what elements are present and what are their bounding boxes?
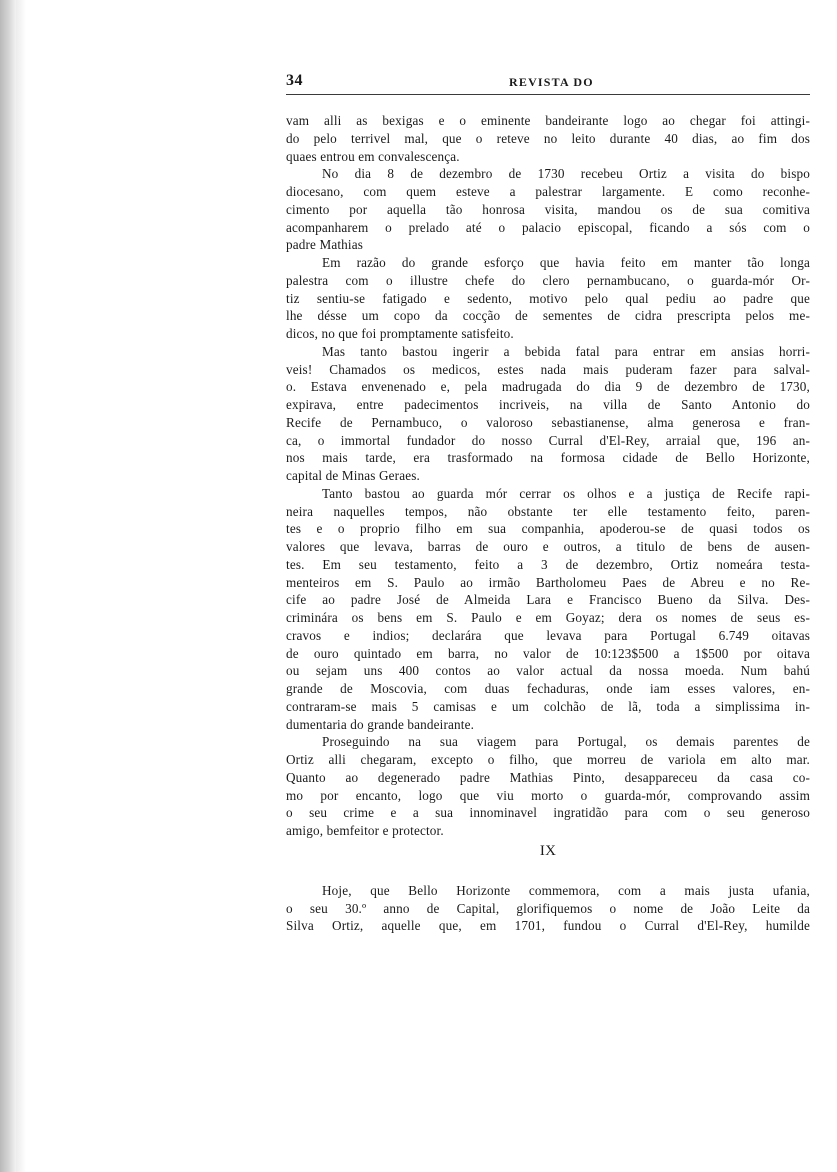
running-title: REVISTA DO	[509, 75, 594, 89]
text-line: tes. Em seu testamento, feito a 3 de dezembro, Ortiz nomeára testa-	[286, 556, 810, 572]
text-line: valores que levava, barras de ouro e outros, a titulo de bens de ausen-	[286, 539, 810, 554]
text-line: cimento por aquella tão honrosa visita, mandou os de sua comitiva	[286, 201, 810, 217]
text-line: diocesano, com quem esteve a palestrar largamente. E como reconhe-	[286, 184, 810, 199]
text-line: acompanharem o prelado até o palacio episcopal, ficando a sós com o	[286, 219, 810, 235]
text-line: nos mais tarde, era trasformado na formosa cidade de Bello Horizonte,	[286, 450, 810, 466]
text-line: amigo, bemfeitor e protector.	[286, 823, 444, 838]
text-line: Ortiz alli chegaram, excepto o filho, que morreu de variola em alto mar.	[286, 752, 810, 767]
text-line: dumentaria do grande bandeirante.	[286, 716, 475, 732]
text-line: mo por encanto, logo que viu morto o guarda-mór, comprovando assim	[286, 787, 810, 803]
text-line: neira naquelles tempos, não obstante ter elle testamento feito, paren-	[286, 503, 810, 519]
text-line: o seu 30.º anno de Capital, glorifiquemos o nome de João Leite da	[286, 900, 810, 916]
text-line: ou sejam uns 400 contos ao valor actual da nossa moeda. Num bahú	[286, 663, 810, 679]
text-line: Mas tanto bastou ingerir a bebida fatal para entrar em ansias horri-	[322, 343, 810, 359]
text-line: cife ao padre José de Almeida Lara e Francisco Bueno da Silva. Des-	[286, 592, 810, 608]
text-line: Quanto ao degenerado padre Mathias Pinto, desappareceu da casa co-	[286, 769, 810, 785]
text-line: veis! Chamados os medicos, estes nada mais puderam fazer para salval-	[286, 361, 810, 377]
text-line: tiz sentiu-se fatigado e sedento, motivo pelo qual pediu ao padre que	[286, 290, 810, 306]
page-number: 34	[286, 72, 303, 89]
text-line: lhe désse um copo da cocção de sementes de cidra prescripta pelos me-	[286, 308, 810, 324]
text-line: cravos e indios; declarára que levava para Portugal 6.749 oitavas	[286, 627, 810, 643]
text-line: contraram-se mais 5 camisas e um colchão de lã, toda a simplissima in-	[286, 698, 810, 714]
text-line: Silva Ortiz, aquelle que, em 1701, fundou o Curral d'El-Rey, humilde	[286, 918, 810, 934]
text-line: criminára os bens em S. Paulo e em Goyaz; dera os nomes de seus es-	[286, 610, 810, 625]
text-line: palestra com o illustre chefe do clero pernambucano, o guarda-mór Or-	[286, 272, 810, 288]
text-line: tes e o proprio filho em sua companhia, apoderou-se de quasi todos os	[286, 521, 810, 537]
text-line: Tanto bastou ao guarda mór cerrar os olhos e a justiça de Recife rapi-	[322, 485, 810, 501]
text-line: grande de Moscovia, com duas fechaduras, onde iam esses valores, en-	[286, 681, 810, 696]
text-line: Recife de Pernambuco, o valoroso sebastianense, alma generosa e fran-	[286, 414, 810, 430]
text-line: menteiros em S. Paulo ao irmão Bartholomeu Paes de Abreu e no Re-	[286, 574, 810, 590]
body-text	[286, 112, 810, 935]
text-line: Hoje, que Bello Horizonte commemora, com a mais justa ufania,	[322, 882, 810, 898]
text-line: do pelo terrivel mal, que o reteve no leito durante 40 dias, ao fim dos	[286, 130, 810, 146]
text-line: Proseguindo na sua viagem para Portugal, os demais parentes de	[322, 734, 810, 750]
text-line: o. Estava envenenado e, pela madrugada do dia 9 de dezembro de 1730,	[286, 379, 810, 395]
header-rule	[286, 94, 810, 95]
text-line: vam alli as bexigas e o eminente bandeirante logo ao chegar foi attingi-	[286, 113, 810, 128]
section-heading: IX	[539, 842, 557, 859]
text-line: No dia 8 de dezembro de 1730 recebeu Ortiz a visita do bispo	[322, 166, 810, 182]
text-line: quaes entrou em convalescença.	[286, 148, 460, 164]
text-line: capital de Minas Geraes.	[286, 468, 420, 483]
chapter-ix-text	[286, 882, 810, 935]
text-line: ca, o immortal fundador do nosso Curral d'El-Rey, arraial que, 196 an-	[286, 432, 810, 448]
chapter-viii-text	[286, 112, 810, 840]
text-line: o seu crime e a sua innominavel ingratidão para com o seu generoso	[286, 805, 810, 821]
text-line: padre Mathias	[286, 237, 364, 253]
text-line: Em razão do grande esforço que havia feito em manter tão longa	[322, 255, 810, 270]
text-line: dicos, no que foi promptamente satisfeito.	[286, 326, 514, 341]
page-header	[286, 72, 816, 98]
paragraph-gap	[286, 862, 810, 882]
text-line: de ouro quintado em barra, no valor de 10:123$500 a 1$500 por oitava	[286, 645, 810, 661]
text-line: expirava, entre padecimentos incriveis, na villa de Santo Antonio do	[286, 397, 810, 412]
